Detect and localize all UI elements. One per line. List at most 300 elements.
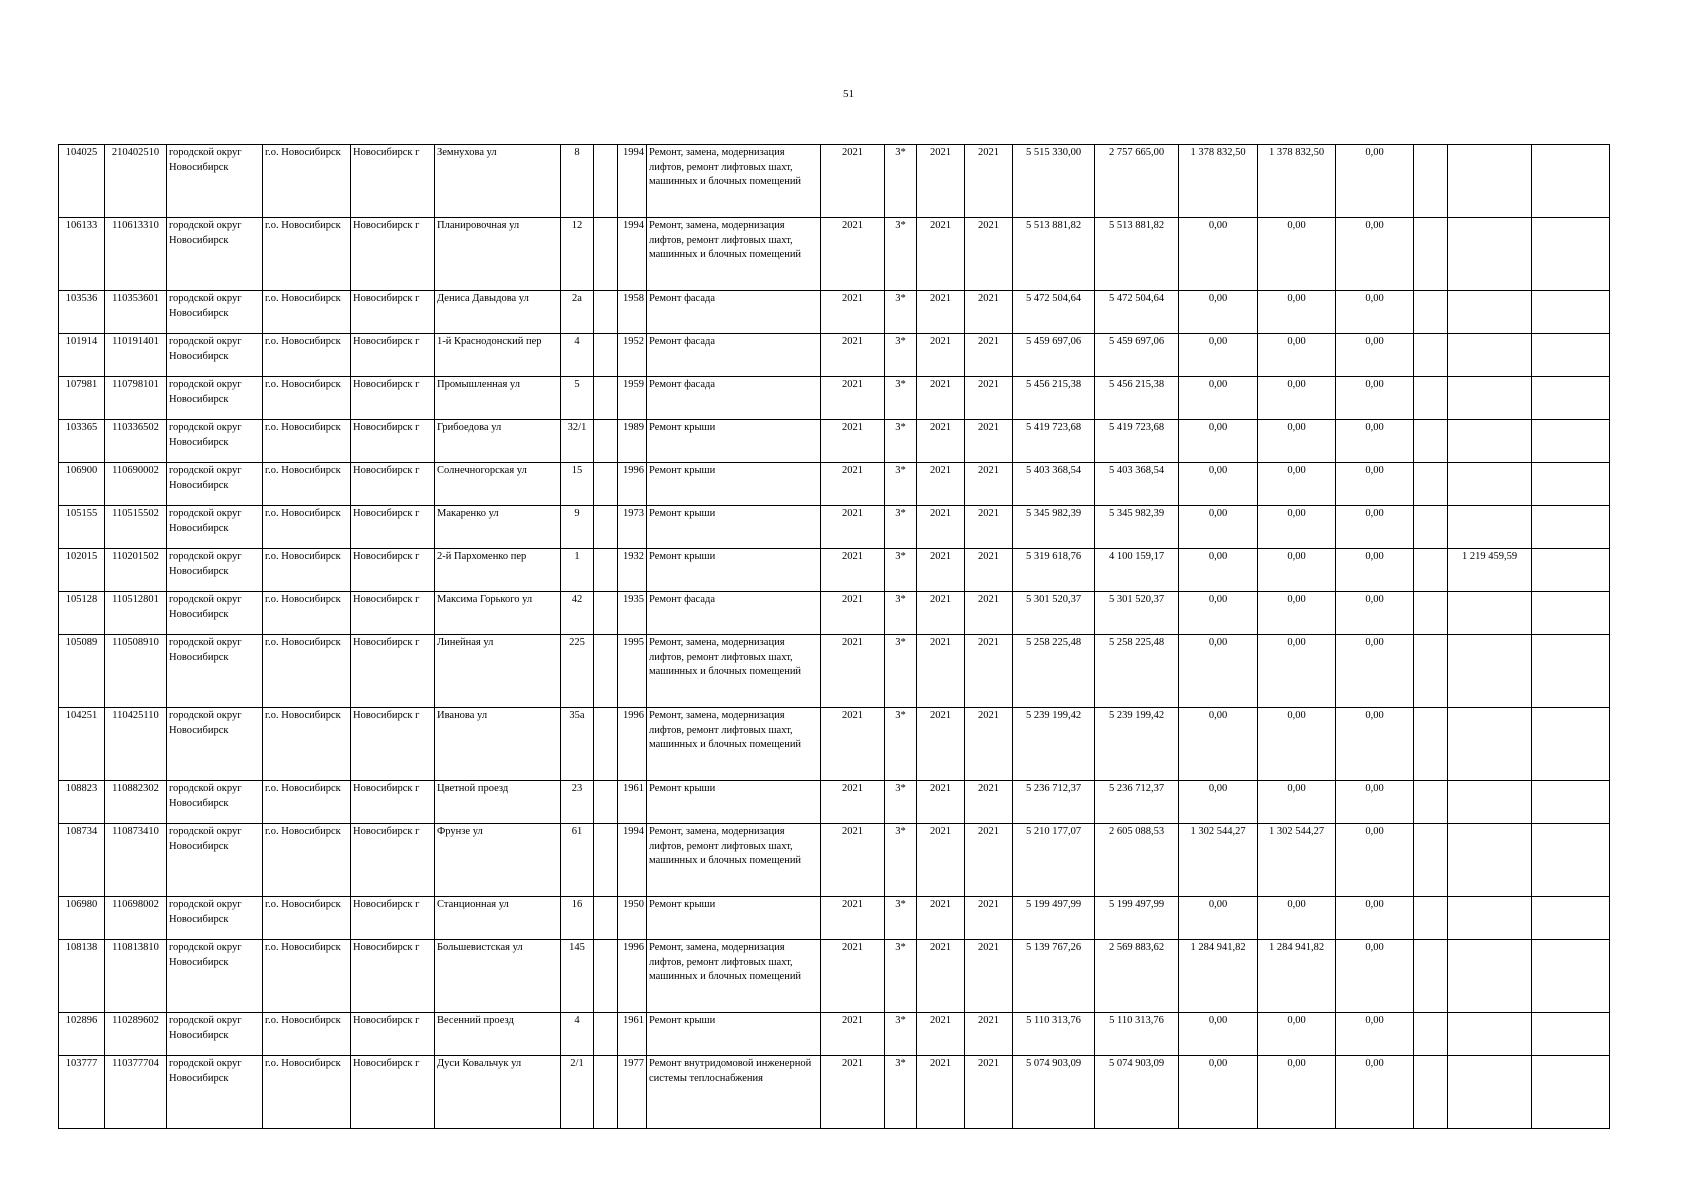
- municipality: г.о. Новосибирск: [263, 291, 351, 334]
- build-year: 1961: [618, 781, 647, 824]
- regional-amount: 1 284 941,82: [1179, 940, 1258, 1013]
- owners-amount: 0,00: [1336, 377, 1414, 420]
- plan-year: 2021: [821, 506, 885, 549]
- regional-amount: 0,00: [1179, 377, 1258, 420]
- build-year: 1996: [618, 708, 647, 781]
- city: Новосибирск г: [351, 463, 435, 506]
- total-cost: 5 301 520,37: [1013, 592, 1095, 635]
- table-row: [59, 463, 1610, 506]
- house-id: 108823: [59, 781, 105, 824]
- start-year: 2021: [917, 420, 965, 463]
- owners-amount: 0,00: [1336, 940, 1414, 1013]
- blank-cell: [1414, 145, 1448, 218]
- owners-amount: 0,00: [1336, 291, 1414, 334]
- start-year: 2021: [917, 897, 965, 940]
- start-year: 2021: [917, 291, 965, 334]
- table-row: [59, 824, 1610, 897]
- house-number: 4: [561, 334, 594, 377]
- plan-year: 2021: [821, 708, 885, 781]
- fund-amount: 5 110 313,76: [1095, 1013, 1179, 1056]
- start-year: 2021: [917, 940, 965, 1013]
- regional-amount: 1 302 544,27: [1179, 824, 1258, 897]
- house-number: 15: [561, 463, 594, 506]
- build-year: 1959: [618, 377, 647, 420]
- end-year: 2021: [965, 377, 1013, 420]
- total-cost: 5 199 497,99: [1013, 897, 1095, 940]
- mark: 3*: [885, 1013, 917, 1056]
- end-year: 2021: [965, 549, 1013, 592]
- local-amount: 1 378 832,50: [1258, 145, 1336, 218]
- total-cost: 5 419 723,68: [1013, 420, 1095, 463]
- fund-amount: 5 459 697,06: [1095, 334, 1179, 377]
- blank-cell: [1414, 1056, 1448, 1129]
- start-year: 2021: [917, 1056, 965, 1129]
- house-number: 2/1: [561, 1056, 594, 1129]
- house-code: 110425110: [105, 708, 167, 781]
- other-amount: [1448, 781, 1532, 824]
- total-cost: 5 258 225,48: [1013, 635, 1095, 708]
- work-type: Ремонт крыши: [647, 463, 821, 506]
- table-row: [59, 708, 1610, 781]
- plan-year: 2021: [821, 549, 885, 592]
- municipality: г.о. Новосибирск: [263, 463, 351, 506]
- local-amount: 0,00: [1258, 708, 1336, 781]
- street: Иванова ул: [435, 708, 561, 781]
- district: городской округ Новосибирск: [167, 506, 263, 549]
- table-row: [59, 145, 1610, 218]
- street: Солнечногорская ул: [435, 463, 561, 506]
- blank-cell: [594, 940, 618, 1013]
- owners-amount: 0,00: [1336, 145, 1414, 218]
- house-code: 110191401: [105, 334, 167, 377]
- total-cost: 5 515 330,00: [1013, 145, 1095, 218]
- end-year: 2021: [965, 218, 1013, 291]
- city: Новосибирск г: [351, 1056, 435, 1129]
- house-id: 103777: [59, 1056, 105, 1129]
- other-amount: [1448, 1056, 1532, 1129]
- start-year: 2021: [917, 145, 965, 218]
- build-year: 1973: [618, 506, 647, 549]
- city: Новосибирск г: [351, 291, 435, 334]
- start-year: 2021: [917, 218, 965, 291]
- house-number: 35а: [561, 708, 594, 781]
- blank-cell: [1414, 592, 1448, 635]
- mark: 3*: [885, 940, 917, 1013]
- mark: 3*: [885, 334, 917, 377]
- fund-amount: 2 569 883,62: [1095, 940, 1179, 1013]
- street: 1-й Краснодонский пер: [435, 334, 561, 377]
- end-year: 2021: [965, 781, 1013, 824]
- total-cost: 5 472 504,64: [1013, 291, 1095, 334]
- house-id: 103536: [59, 291, 105, 334]
- plan-year: 2021: [821, 463, 885, 506]
- blank-cell: [1414, 291, 1448, 334]
- build-year: 1935: [618, 592, 647, 635]
- house-code: 110508910: [105, 635, 167, 708]
- build-year: 1995: [618, 635, 647, 708]
- house-code: 110201502: [105, 549, 167, 592]
- house-id: 105128: [59, 592, 105, 635]
- district: городской округ Новосибирск: [167, 781, 263, 824]
- table-row: [59, 592, 1610, 635]
- other-amount: [1448, 463, 1532, 506]
- city: Новосибирск г: [351, 218, 435, 291]
- blank-cell: [1532, 781, 1610, 824]
- municipality: г.о. Новосибирск: [263, 708, 351, 781]
- mark: 3*: [885, 291, 917, 334]
- blank-cell: [1532, 549, 1610, 592]
- blank-cell: [594, 824, 618, 897]
- fund-amount: 5 345 982,39: [1095, 506, 1179, 549]
- regional-amount: 0,00: [1179, 463, 1258, 506]
- start-year: 2021: [917, 334, 965, 377]
- house-code: 210402510: [105, 145, 167, 218]
- end-year: 2021: [965, 897, 1013, 940]
- fund-amount: 2 605 088,53: [1095, 824, 1179, 897]
- other-amount: 1 219 459,59: [1448, 549, 1532, 592]
- blank-cell: [594, 635, 618, 708]
- plan-year: 2021: [821, 1056, 885, 1129]
- blank-cell: [1414, 549, 1448, 592]
- city: Новосибирск г: [351, 897, 435, 940]
- district: городской округ Новосибирск: [167, 420, 263, 463]
- start-year: 2021: [917, 463, 965, 506]
- plan-year: 2021: [821, 145, 885, 218]
- plan-year: 2021: [821, 334, 885, 377]
- build-year: 1994: [618, 145, 647, 218]
- house-id: 102896: [59, 1013, 105, 1056]
- build-year: 1977: [618, 1056, 647, 1129]
- city: Новосибирск г: [351, 1013, 435, 1056]
- house-code: 110515502: [105, 506, 167, 549]
- mark: 3*: [885, 781, 917, 824]
- work-type: Ремонт, замена, модернизация лифтов, ремонт лифтовых шахт, машинных и блочных помещений: [647, 145, 821, 218]
- local-amount: 0,00: [1258, 549, 1336, 592]
- mark: 3*: [885, 506, 917, 549]
- end-year: 2021: [965, 824, 1013, 897]
- street: 2-й Пархоменко пер: [435, 549, 561, 592]
- municipality: г.о. Новосибирск: [263, 334, 351, 377]
- work-type: Ремонт крыши: [647, 897, 821, 940]
- house-code: 110289602: [105, 1013, 167, 1056]
- regional-amount: 0,00: [1179, 708, 1258, 781]
- local-amount: 0,00: [1258, 592, 1336, 635]
- other-amount: [1448, 708, 1532, 781]
- street: Весенний проезд: [435, 1013, 561, 1056]
- street: Планировочная ул: [435, 218, 561, 291]
- page-number: 51: [843, 88, 854, 100]
- municipality: г.о. Новосибирск: [263, 420, 351, 463]
- plan-year: 2021: [821, 635, 885, 708]
- house-number: 1: [561, 549, 594, 592]
- table-row: [59, 1013, 1610, 1056]
- house-code: 110613310: [105, 218, 167, 291]
- work-type: Ремонт, замена, модернизация лифтов, ремонт лифтовых шахт, машинных и блочных помещений: [647, 708, 821, 781]
- regional-amount: 0,00: [1179, 506, 1258, 549]
- regional-amount: 0,00: [1179, 781, 1258, 824]
- table-row: [59, 291, 1610, 334]
- blank-cell: [594, 291, 618, 334]
- house-id: 101914: [59, 334, 105, 377]
- build-year: 1958: [618, 291, 647, 334]
- blank-cell: [1532, 218, 1610, 291]
- start-year: 2021: [917, 781, 965, 824]
- blank-cell: [1414, 824, 1448, 897]
- local-amount: 0,00: [1258, 334, 1336, 377]
- district: городской округ Новосибирск: [167, 1013, 263, 1056]
- work-type: Ремонт фасада: [647, 334, 821, 377]
- start-year: 2021: [917, 592, 965, 635]
- regional-amount: 0,00: [1179, 1013, 1258, 1056]
- work-type: Ремонт крыши: [647, 549, 821, 592]
- house-id: 106900: [59, 463, 105, 506]
- owners-amount: 0,00: [1336, 549, 1414, 592]
- municipality: г.о. Новосибирск: [263, 897, 351, 940]
- house-code: 110353601: [105, 291, 167, 334]
- regional-amount: 0,00: [1179, 334, 1258, 377]
- build-year: 1994: [618, 218, 647, 291]
- blank-cell: [594, 897, 618, 940]
- plan-year: 2021: [821, 291, 885, 334]
- other-amount: [1448, 897, 1532, 940]
- end-year: 2021: [965, 940, 1013, 1013]
- fund-amount: 5 074 903,09: [1095, 1056, 1179, 1129]
- start-year: 2021: [917, 377, 965, 420]
- street: Станционная ул: [435, 897, 561, 940]
- city: Новосибирск г: [351, 635, 435, 708]
- mark: 3*: [885, 377, 917, 420]
- end-year: 2021: [965, 506, 1013, 549]
- house-number: 8: [561, 145, 594, 218]
- street: Дуси Ковальчук ул: [435, 1056, 561, 1129]
- street: Промышленная ул: [435, 377, 561, 420]
- street: Фрунзе ул: [435, 824, 561, 897]
- end-year: 2021: [965, 1056, 1013, 1129]
- start-year: 2021: [917, 824, 965, 897]
- house-id: 102015: [59, 549, 105, 592]
- local-amount: 0,00: [1258, 291, 1336, 334]
- blank-cell: [1414, 463, 1448, 506]
- other-amount: [1448, 592, 1532, 635]
- house-id: 105155: [59, 506, 105, 549]
- work-type: Ремонт крыши: [647, 781, 821, 824]
- house-number: 225: [561, 635, 594, 708]
- municipality: г.о. Новосибирск: [263, 824, 351, 897]
- table-row: [59, 940, 1610, 1013]
- total-cost: 5 459 697,06: [1013, 334, 1095, 377]
- plan-year: 2021: [821, 420, 885, 463]
- district: городской округ Новосибирск: [167, 463, 263, 506]
- owners-amount: 0,00: [1336, 506, 1414, 549]
- house-number: 145: [561, 940, 594, 1013]
- mark: 3*: [885, 592, 917, 635]
- house-code: 110882302: [105, 781, 167, 824]
- mark: 3*: [885, 824, 917, 897]
- municipality: г.о. Новосибирск: [263, 506, 351, 549]
- other-amount: [1448, 291, 1532, 334]
- blank-cell: [594, 463, 618, 506]
- fund-amount: 5 258 225,48: [1095, 635, 1179, 708]
- regional-amount: 0,00: [1179, 218, 1258, 291]
- total-cost: 5 345 982,39: [1013, 506, 1095, 549]
- blank-cell: [594, 781, 618, 824]
- blank-cell: [594, 218, 618, 291]
- blank-cell: [594, 708, 618, 781]
- blank-cell: [1414, 708, 1448, 781]
- city: Новосибирск г: [351, 549, 435, 592]
- other-amount: [1448, 940, 1532, 1013]
- owners-amount: 0,00: [1336, 781, 1414, 824]
- owners-amount: 0,00: [1336, 592, 1414, 635]
- other-amount: [1448, 377, 1532, 420]
- house-number: 12: [561, 218, 594, 291]
- build-year: 1989: [618, 420, 647, 463]
- regional-amount: 0,00: [1179, 549, 1258, 592]
- total-cost: 5 236 712,37: [1013, 781, 1095, 824]
- house-number: 4: [561, 1013, 594, 1056]
- district: городской округ Новосибирск: [167, 145, 263, 218]
- street: Линейная ул: [435, 635, 561, 708]
- table-row: [59, 506, 1610, 549]
- build-year: 1996: [618, 940, 647, 1013]
- table-row: [59, 218, 1610, 291]
- blank-cell: [1532, 334, 1610, 377]
- blank-cell: [594, 506, 618, 549]
- house-id: 104251: [59, 708, 105, 781]
- blank-cell: [1532, 291, 1610, 334]
- build-year: 1932: [618, 549, 647, 592]
- house-number: 2а: [561, 291, 594, 334]
- house-number: 5: [561, 377, 594, 420]
- blank-cell: [594, 145, 618, 218]
- blank-cell: [1532, 897, 1610, 940]
- local-amount: 0,00: [1258, 463, 1336, 506]
- house-code: 110873410: [105, 824, 167, 897]
- fund-amount: 5 236 712,37: [1095, 781, 1179, 824]
- blank-cell: [1414, 218, 1448, 291]
- house-number: 9: [561, 506, 594, 549]
- blank-cell: [1414, 781, 1448, 824]
- local-amount: 1 302 544,27: [1258, 824, 1336, 897]
- blank-cell: [1414, 1013, 1448, 1056]
- work-type: Ремонт крыши: [647, 420, 821, 463]
- blank-cell: [1414, 635, 1448, 708]
- start-year: 2021: [917, 635, 965, 708]
- house-code: 110377704: [105, 1056, 167, 1129]
- street: Грибоедова ул: [435, 420, 561, 463]
- work-type: Ремонт, замена, модернизация лифтов, ремонт лифтовых шахт, машинных и блочных помещений: [647, 635, 821, 708]
- start-year: 2021: [917, 506, 965, 549]
- house-code: 110813810: [105, 940, 167, 1013]
- fund-amount: 4 100 159,17: [1095, 549, 1179, 592]
- street: Дениса Давыдова ул: [435, 291, 561, 334]
- blank-cell: [1414, 940, 1448, 1013]
- table-row: [59, 1056, 1610, 1129]
- table-row: [59, 781, 1610, 824]
- build-year: 1994: [618, 824, 647, 897]
- fund-amount: 2 757 665,00: [1095, 145, 1179, 218]
- end-year: 2021: [965, 708, 1013, 781]
- district: городской округ Новосибирск: [167, 592, 263, 635]
- house-id: 104025: [59, 145, 105, 218]
- local-amount: 1 284 941,82: [1258, 940, 1336, 1013]
- house-id: 106133: [59, 218, 105, 291]
- total-cost: 5 139 767,26: [1013, 940, 1095, 1013]
- house-id: 108734: [59, 824, 105, 897]
- district: городской округ Новосибирск: [167, 334, 263, 377]
- house-number: 42: [561, 592, 594, 635]
- district: городской округ Новосибирск: [167, 635, 263, 708]
- mark: 3*: [885, 1056, 917, 1129]
- plan-year: 2021: [821, 377, 885, 420]
- total-cost: 5 513 881,82: [1013, 218, 1095, 291]
- total-cost: 5 403 368,54: [1013, 463, 1095, 506]
- start-year: 2021: [917, 708, 965, 781]
- end-year: 2021: [965, 145, 1013, 218]
- blank-cell: [594, 334, 618, 377]
- build-year: 1952: [618, 334, 647, 377]
- house-code: 110690002: [105, 463, 167, 506]
- owners-amount: 0,00: [1336, 420, 1414, 463]
- build-year: 1961: [618, 1013, 647, 1056]
- blank-cell: [1532, 506, 1610, 549]
- other-amount: [1448, 145, 1532, 218]
- city: Новосибирск г: [351, 420, 435, 463]
- end-year: 2021: [965, 592, 1013, 635]
- district: городской округ Новосибирск: [167, 897, 263, 940]
- end-year: 2021: [965, 635, 1013, 708]
- plan-year: 2021: [821, 218, 885, 291]
- end-year: 2021: [965, 334, 1013, 377]
- city: Новосибирск г: [351, 506, 435, 549]
- mark: 3*: [885, 635, 917, 708]
- district: городской округ Новосибирск: [167, 549, 263, 592]
- blank-cell: [1414, 334, 1448, 377]
- blank-cell: [1414, 506, 1448, 549]
- fund-amount: 5 239 199,42: [1095, 708, 1179, 781]
- city: Новосибирск г: [351, 377, 435, 420]
- owners-amount: 0,00: [1336, 635, 1414, 708]
- house-id: 106980: [59, 897, 105, 940]
- blank-cell: [1532, 592, 1610, 635]
- local-amount: 0,00: [1258, 897, 1336, 940]
- other-amount: [1448, 824, 1532, 897]
- house-number: 61: [561, 824, 594, 897]
- blank-cell: [1532, 377, 1610, 420]
- end-year: 2021: [965, 463, 1013, 506]
- work-type: Ремонт фасада: [647, 592, 821, 635]
- fund-amount: 5 513 881,82: [1095, 218, 1179, 291]
- municipality: г.о. Новосибирск: [263, 1013, 351, 1056]
- house-id: 107981: [59, 377, 105, 420]
- plan-year: 2021: [821, 824, 885, 897]
- other-amount: [1448, 1013, 1532, 1056]
- local-amount: 0,00: [1258, 1056, 1336, 1129]
- fund-amount: 5 301 520,37: [1095, 592, 1179, 635]
- house-code: 110798101: [105, 377, 167, 420]
- street: Большевистская ул: [435, 940, 561, 1013]
- municipality: г.о. Новосибирск: [263, 781, 351, 824]
- start-year: 2021: [917, 549, 965, 592]
- local-amount: 0,00: [1258, 635, 1336, 708]
- house-id: 103365: [59, 420, 105, 463]
- blank-cell: [594, 549, 618, 592]
- fund-amount: 5 419 723,68: [1095, 420, 1179, 463]
- regional-amount: 0,00: [1179, 420, 1258, 463]
- blank-cell: [594, 1056, 618, 1129]
- total-cost: 5 110 313,76: [1013, 1013, 1095, 1056]
- local-amount: 0,00: [1258, 506, 1336, 549]
